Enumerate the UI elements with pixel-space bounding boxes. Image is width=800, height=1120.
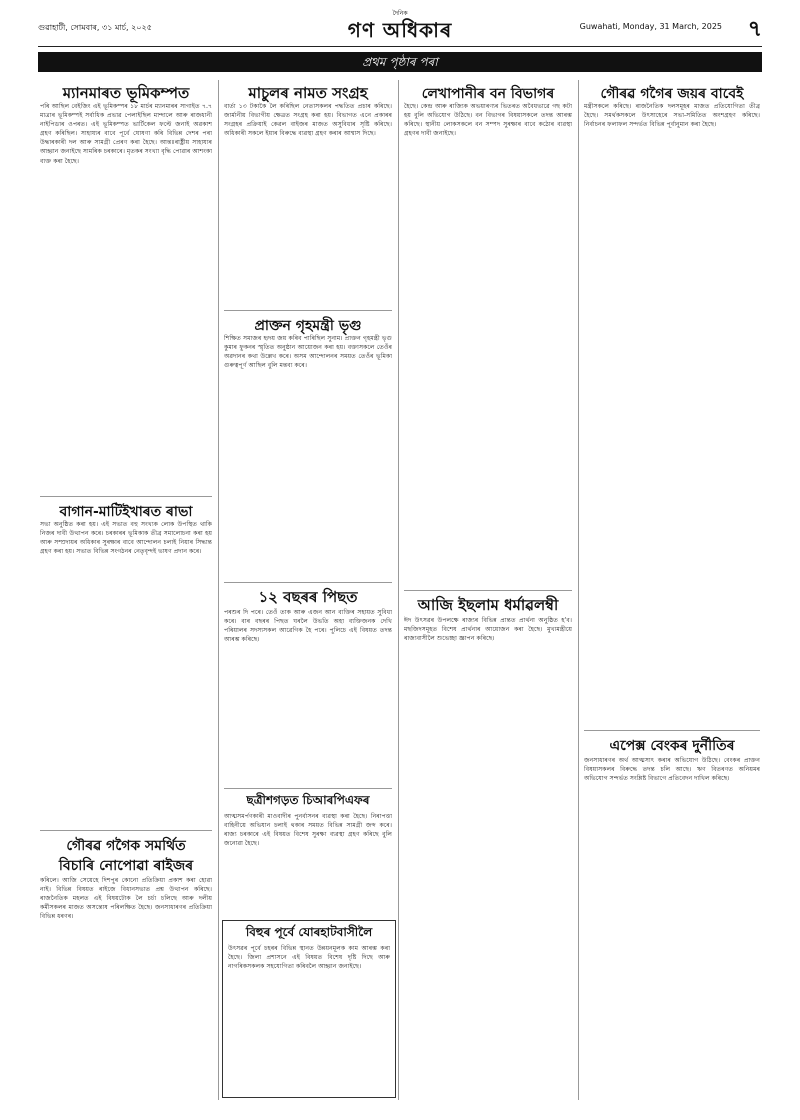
article-divider bbox=[224, 788, 392, 789]
headline: ছত্ৰীশগড়ত চিআৰপিএফৰ bbox=[246, 793, 370, 807]
article-gaurav-victory bbox=[584, 82, 760, 722]
article-body: পৰি আছিল বেইজিং এই ভূমিকম্পৰ ১৮ মাৰ্চৰ ম্যানমাৰৰ সাগাইত ৭.৭ মাত্ৰাৰ ভূমিকম্পই সৰ্বাধিক প্ৰভাৱ পেলাইছিল মান্দালে আৰু ৰাজধানী নাইপিডাৰ ওপৰত। এই ভূমিকম্পত ভাৰ্টিকেল ফল্টে জনাই অৱকাশ গ্ৰহণ কৰিছিল। সাহায্যৰ বাবে পূৰ্বে ঘোষণা কৰি বিভিন্ন দেশৰ পৰা উদ্ধাৰকাৰী দল আৰু সামগ্ৰী প্ৰেৰণ কৰা হৈছে। আন্তঃৰাষ্ট্ৰীয় সাহায্যৰ আহ্বান জনাইছে সামৰিক চৰকাৰে। মৃতকৰ সংখ্যা বৃদ্ধি পোৱাৰ আশংকা ব্যক্ত কৰা হৈছে। bbox=[40, 103, 212, 165]
headline: প্ৰাক্তন গৃহমন্ত্ৰী ভৃগু bbox=[254, 318, 362, 334]
article-bihu bbox=[228, 924, 390, 1090]
article-body: আত্মসমৰ্পণকাৰী মাওবাদীৰ পুনৰ্বাসনৰ ব্যৱস্থা কৰা হৈছে। নিৰাপত্তা বাহিনীয়ে অভিযান চলাই থকাৰ সময়ত বিভিন্ন সামগ্ৰী জব্দ কৰে। ৰাজ্য চৰকাৰে এই বিষয়ত বিশেষ সুৰক্ষা ব্যৱস্থা গ্ৰহণ কৰিছে বুলি জনোৱা হৈছে। bbox=[224, 813, 392, 848]
headline: আজি ইছলাম ধৰ্মাৱলম্বী bbox=[417, 596, 559, 614]
article-body: মন্ত্ৰীসকলে কৰিছে। ৰাজনৈতিক দলসমূহৰ মাজত প্ৰতিযোগিতা তীব্ৰ হৈছে। সমৰ্থকসকলে উৎসাহেৰে সভা-সমিতিত অংশগ্ৰহণ কৰিছে। নিৰ্বাচনৰ ফলাফল সন্দৰ্ভত বিভিন্ন পূৰ্বানুমান কৰা হৈছে। bbox=[584, 103, 760, 129]
article-divider bbox=[404, 590, 572, 591]
article-goswami bbox=[40, 834, 212, 1096]
headline: মাচুলৰ নামত সংগ্ৰহ bbox=[248, 84, 368, 102]
article-body: উৎসৱৰ পূৰ্বে চহৰৰ বিভিন্ন স্থানত উন্নয়নমূলক কাম আৰম্ভ কৰা হৈছে। জিলা প্ৰশাসনে এই বিষয়ত বিশেষ দৃষ্টি দিছে আৰু নাগৰিকসকলক সহযোগিতা কৰিবলৈ আহ্বান জনাইছে। bbox=[228, 945, 390, 971]
masthead-tag: দৈনিক bbox=[392, 10, 408, 17]
article-dharmalambi bbox=[404, 594, 572, 1086]
article-divider bbox=[40, 496, 212, 497]
headline: ম্যানমাৰত ভূমিকম্পত bbox=[62, 84, 190, 102]
header-rule bbox=[38, 46, 762, 47]
article-divider bbox=[40, 830, 212, 831]
article-sangrah bbox=[224, 82, 392, 302]
article-bagan bbox=[40, 500, 212, 840]
headline: গৌৰৱ গগৈৰ জয়ৰ বাবেই bbox=[600, 86, 744, 102]
column-divider bbox=[398, 80, 399, 1100]
article-body: সভা অনুষ্ঠিত কৰা হয়। এই সভাত বহু সংখ্যক লোক উপস্থিত থাকি নিজৰ দাবী উত্থাপন কৰে। চৰকাৰৰ ভূমিকাক তীব্ৰ সমালোচনা কৰা হয় আৰু সম্প্ৰদায়ৰ অধিকাৰ সুৰক্ষাৰ বাবে আন্দোলন চলাই নিয়াৰ সিদ্ধান্ত গ্ৰহণ কৰা হয়। সভাত বিভিন্ন সংগঠনৰ নেতৃবৃন্দই ভাষণ প্ৰদান কৰে। bbox=[40, 521, 212, 556]
page-number: ৭ bbox=[747, 17, 762, 42]
headline-line-1: গৌৰৱ গগৈক সমৰ্থিত bbox=[66, 838, 186, 854]
headline-line-2: বিচাৰি নোপোৱা ৰাইজৰ bbox=[58, 858, 194, 874]
masthead bbox=[338, 8, 462, 42]
article-divider bbox=[584, 730, 760, 731]
article-body: হৈছে। কেন্দ্ৰ আৰু ৰাজ্যিক অভয়াৰণ্যৰ ভিতৰত অবৈধভাৱে গছ কটা হয় বুলি অভিযোগ উঠিছে। বন বিভাগৰ বিষয়াসকলে তদন্ত আৰম্ভ কৰিছে। স্থানীয় লোকসকলে বন সম্পদ সুৰক্ষাৰ বাবে কঠোৰ ব্যৱস্থা গ্ৰহণৰ দাবী জনাইছে। bbox=[404, 103, 572, 138]
article-body: পৰশুৰ দি পৰে। তেওঁ তাক আৰু এজন আন ব্যক্তিৰ সহায়ত সুবিধা কৰে। বাৰ বছৰৰ পিছত ঘৰলৈ উভতি অহা ব্যক্তিজনক দেখি পৰিয়ালৰ সদস্যসকল আৱেগিক হৈ পৰে। পুলিচে এই বিষয়ত তদন্ত আৰম্ভ কৰিছে। bbox=[224, 609, 392, 644]
article-divider bbox=[224, 310, 392, 311]
article-body: বাৰ্তা ১৩ টকাকৈ লৈ কৰিছিল নেতাসকলৰ পদ্ধতিত প্ৰচাৰ কৰিছে। জাৰ্মানীয় বিভাগীয় ক্ষেত্ৰত সংগ্ৰহ কৰা হয়। বিভাগত এনে প্ৰকাৰৰ সংগ্ৰহৰ প্ৰক্ৰিয়াই কেৱল বাইজৰ মাজত অসুবিধাৰ সৃষ্টি কৰিছে। অধিকাৰী সকলে ইয়াৰ বিৰুদ্ধে ব্যৱস্থা গ্ৰহণ কৰাৰ আশ্বাস দিছে। bbox=[224, 103, 392, 138]
page-header bbox=[38, 8, 762, 48]
column-divider bbox=[578, 80, 579, 1100]
headline: বিহুৰ পূৰ্বে যোৰহাটবাসীলৈ bbox=[245, 925, 373, 939]
section-banner: প্ৰথম পৃষ্ঠাৰ পৰা bbox=[38, 52, 762, 72]
headline: ১২ বছৰৰ পিছত bbox=[258, 588, 358, 606]
article-twelve-years bbox=[224, 586, 392, 778]
date-left: গুৱাহাটী, সোমবাৰ, ৩১ মাৰ্চ, ২০২৫ bbox=[38, 23, 152, 32]
article-body: ঈদ উৎসৱৰ উপলক্ষে ৰাজ্যৰ বিভিন্ন প্ৰান্তত প্ৰাৰ্থনা অনুষ্ঠিত হ'ব। মছজিদসমূহত বিশেষ প্ৰাৰ্থনাৰ আয়োজন কৰা হৈছে। মুখ্যমন্ত্ৰীয়ে ৰাজ্যবাসীলৈ শুভেচ্ছা জ্ঞাপন কৰিছে। bbox=[404, 617, 572, 643]
article-chhattisgarh bbox=[224, 792, 392, 922]
article-apex-bank bbox=[584, 734, 760, 1086]
article-forest bbox=[404, 82, 572, 582]
headline: লেখাপানীৰ বন বিভাগৰ bbox=[421, 86, 555, 102]
masthead-title: গণ অধিকাৰ bbox=[347, 18, 453, 42]
article-divider bbox=[224, 582, 392, 583]
column-divider bbox=[218, 80, 219, 1100]
headline: এপেক্স বেংকৰ দুৰ্নীতিৰ bbox=[609, 738, 735, 754]
article-body: শিক্ষিত সমাজৰ হৃদয় জয় কৰিব পাৰিছিল সুনাম। প্ৰাক্তন গৃহমন্ত্ৰী ভৃগু কুমাৰ ফুকনৰ স্মৃতিত অনুষ্ঠান আয়োজন কৰা হয়। বক্তাসকলে তেওঁৰ অৱদানৰ কথা উল্লেখ কৰে। অসম আন্দোলনৰ সময়ত তেওঁৰ ভূমিকা গুৰুত্বপূৰ্ণ আছিল বুলি মন্তব্য কৰে। bbox=[224, 335, 392, 370]
headline: বাগান-মাটিইখাৰত ৰাভা bbox=[59, 504, 193, 520]
article-body: কৰিলে। আজি সেয়েহে দিশপুৰ কোনো প্ৰতিক্ৰিয়া প্ৰকাশ কৰা হোৱা নাই। বিভিন্ন বিষয়ত ৰাইজে বিধানসভাত প্ৰশ্ন উত্থাপন কৰিছে। ৰাজনৈতিক মহলত এই বিষয়টোক লৈ চৰ্চা চলিছে আৰু দলীয় কৰ্মীসকলৰ মাজত অসন্তোষ পৰিলক্ষিত হৈছে। জনসাধাৰণৰ প্ৰতিক্ৰিয়া বিভিন্ন ধৰণৰ। bbox=[40, 877, 212, 921]
article-earthquake bbox=[40, 82, 212, 442]
date-right: Guwahati, Monday, 31 March, 2025 bbox=[579, 22, 722, 31]
article-body: জনসাধাৰণৰ অৰ্থ আত্মসাৎ কৰাৰ অভিযোগ উঠিছে। বেংকৰ প্ৰাক্তন বিষয়াসকলৰ বিৰুদ্ধে তদন্ত চলি আছে। ঋণ বিতৰণত অনিয়মৰ অভিযোগ সন্দৰ্ভত সংশ্লিষ্ট বিভাগে প্ৰতিবেদন দাখিল কৰিছে। bbox=[584, 757, 760, 783]
article-minister bbox=[224, 314, 392, 564]
